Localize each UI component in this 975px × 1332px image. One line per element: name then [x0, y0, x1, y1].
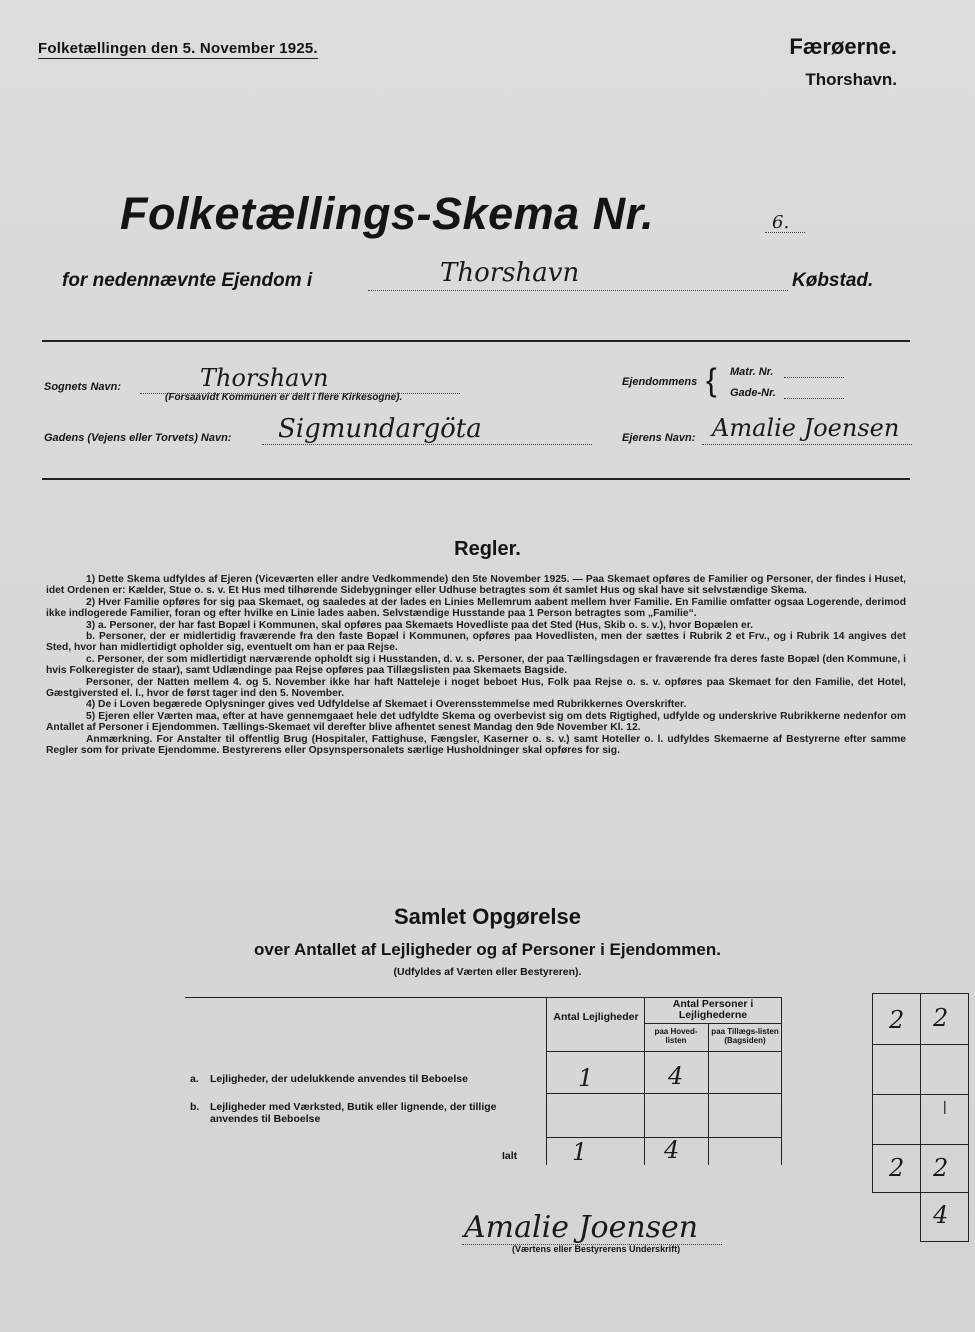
street-label: Gadens (Vejens eller Torvets) Navn: — [44, 432, 232, 444]
owner-label: Ejerens Navn: — [622, 432, 696, 444]
matr-line — [784, 377, 844, 378]
rules-text — [46, 574, 906, 757]
divider-top — [42, 340, 910, 342]
parish-note: (Forsaavidt Kommunen er delt i flere Kirkesogne). — [165, 392, 403, 403]
brace: { — [706, 362, 717, 398]
property-label: Ejendommens — [622, 376, 698, 388]
table-subhead-line — [644, 1023, 782, 1024]
form-number: 6. — [772, 212, 790, 233]
side-box-value: | — [943, 1098, 947, 1114]
row-a-apartments: 1 — [578, 1064, 594, 1092]
total-apartments: 1 — [572, 1138, 588, 1166]
col-main-header: paa Hoved-listen — [654, 1027, 698, 1045]
place-line — [368, 290, 788, 291]
side-box-value: 4 — [933, 1201, 949, 1229]
row-b-label: b. — [190, 1101, 200, 1113]
col-extra-header: paa Tillægs-listen (Bagsiden) — [711, 1027, 779, 1045]
table-row-line — [546, 1093, 782, 1094]
table-head-line — [546, 1051, 782, 1052]
rules-title: Regler. — [454, 538, 521, 560]
rule-paragraph: 2) Hver Familie opføres for sig paa Skemaet, og saaledes at der lades en Linies Mellemrum aabent mellem hver Familie. En Familie omfatter ogsaa Logerende, derimod ikke indlogerede Familier, foran og efter hvilke en Linie lades aaben. Selvstændige Husstande paa 1 Person betragtes som „Familie“. — [46, 596, 906, 620]
side-box-row-line — [873, 1144, 968, 1145]
side-box-value: 2 — [933, 1004, 949, 1032]
street-line — [262, 444, 592, 445]
side-box-row-line — [873, 1094, 968, 1095]
rule-paragraph: b. Personer, der er midlertidig fraværende fra den faste Bopæl i Kommunen, opføres paa Hovedlisten, men der sættes i Rubrik 2 et Frv., og i Rubrik 14 angives det Sted, hvor han midlertidigt opholder sig, eventuelt om han er paa Rejse. — [46, 631, 906, 654]
gade-label: Gade-Nr. — [730, 387, 776, 399]
total-label: Ialt — [502, 1150, 518, 1162]
signature: Amalie Joensen — [464, 1210, 699, 1245]
form-title: Folketællings-Skema Nr. — [120, 188, 655, 239]
summary-note: (Udfyldes af Værten eller Bestyreren). — [393, 966, 582, 978]
summary-title: Samlet Opgørelse — [393, 904, 582, 929]
row-a-main: 4 — [668, 1062, 684, 1090]
owner-line — [702, 444, 912, 445]
street-value: Sigmundargöta — [278, 414, 482, 444]
row-a-label: a. — [190, 1073, 199, 1085]
side-box-row-line — [873, 1044, 968, 1045]
side-tally-box — [872, 993, 969, 1193]
side-box-value: 2 — [889, 1006, 905, 1034]
region-header: Færøerne. — [789, 34, 897, 59]
side-tally-box-extension — [920, 1191, 969, 1242]
for-property-label: for nedennævnte Ejendom i — [62, 270, 313, 291]
summary-subtitle: over Antallet af Lejligheder og af Personer i Ejendommen. — [254, 940, 721, 959]
row-b-text: Lejligheder med Værksted, Butik eller lignende, der tillige anvendes til Beboelse — [210, 1101, 497, 1125]
kobstad-label: Købstad. — [792, 270, 874, 291]
side-box-value: 2 — [889, 1154, 905, 1182]
place-value: Thorshavn — [440, 258, 580, 288]
rule-paragraph: 5) Ejeren eller Værten maa, efter at have gennemgaaet hele det udfyldte Skema og overbevist sig om dets Rigtighed, udfylde og underskrive Rubrikkerne nedenfor om Antallet af Personer i Ejendommen. Tællings-Skemaet vil derefter blive afhentet senest Mandag den 9de November Kl. 12. — [46, 710, 906, 734]
side-box-col-line — [920, 994, 921, 1192]
owner-value: Amalie Joensen — [712, 414, 900, 442]
table-col-line — [546, 997, 547, 1165]
rule-paragraph: 3) a. Personer, der har fast Bopæl i Kommunen, skal opføres paa Skemaets Hovedliste paa det Sted (Hus, Skib o. s. v.), hvor Bopælen er. — [86, 619, 754, 631]
matr-label: Matr. Nr. — [730, 366, 774, 378]
table-col-line — [708, 1023, 709, 1165]
parish-label: Sognets Navn: — [44, 381, 122, 393]
divider-bottom — [42, 478, 910, 480]
census-date-header: Folketællingen den 5. November 1925. — [38, 40, 318, 57]
town-header: Thorshavn. — [805, 70, 897, 89]
row-a-text: Lejligheder, der udelukkende anvendes til Beboelse — [210, 1073, 468, 1085]
signature-caption: (Værtens eller Bestyrerens Underskrift) — [512, 1244, 681, 1254]
side-box-value: 2 — [933, 1154, 949, 1182]
parish-value: Thorshavn — [200, 364, 329, 392]
rule-paragraph: Personer, der Natten mellem 4. og 5. November ikke har haft Natteleje i noget beboet Hus, Folk paa Rejse o. s. v. opføres paa Skemaet for den Familie, det Hotel, Gæstgiversted el. l., hvor de først tager ind den 5. November. — [46, 676, 906, 700]
rule-paragraph: c. Personer, der som midlertidigt nærværende opholdt sig i Husstanden, d. v. s. Personer, der paa Tællingsdagen er fraværende fra deres faste Bopæl (den Kommune, i hvis Folkeregister de staar), samt Udlændinge paa Rejse opføres paa Tillægslisten paa Skemaets Bagside. — [46, 653, 906, 677]
col-persons-header: Antal Personer i Lejlighederne — [672, 998, 754, 1021]
gade-line — [784, 398, 844, 399]
rule-paragraph: 4) De i Loven begærede Oplysninger gives ved Udfyldelse af Skemaet i Overensstemmelse med Rubrikkernes Overskrifter. — [86, 699, 687, 711]
form-number-line — [765, 232, 805, 233]
rule-paragraph: 1) Dette Skema udfyldes af Ejeren (Viceværten eller andre Vedkommende) den 5te November 1925. — Paa Skemaet opføres de Familier og Personer, der findes i Huset, idet Ordenen er: Kælder, Stue o. s. v. Et Hus med tilhørende Sidebygninger eller Udhuse betragtes som ét samlet Hus og skal have sit selvstændige Skema. — [46, 574, 906, 597]
rule-note: Anmærkning. For Anstalter til offentlig Brug (Hospitaler, Fattighuse, Fængsler, Kaserner o. s. v.) samt Hoteller o. l. udfyldes Skemaerne af Bestyrerne efter samme Regler som for private Ejendomme. Bestyrerens eller Opsynspersonalets særlige Husholdninger skal opføres for sig. — [46, 733, 906, 757]
col-apartments-header: Antal Lejligheder — [553, 1011, 639, 1023]
total-main: 4 — [664, 1136, 680, 1164]
